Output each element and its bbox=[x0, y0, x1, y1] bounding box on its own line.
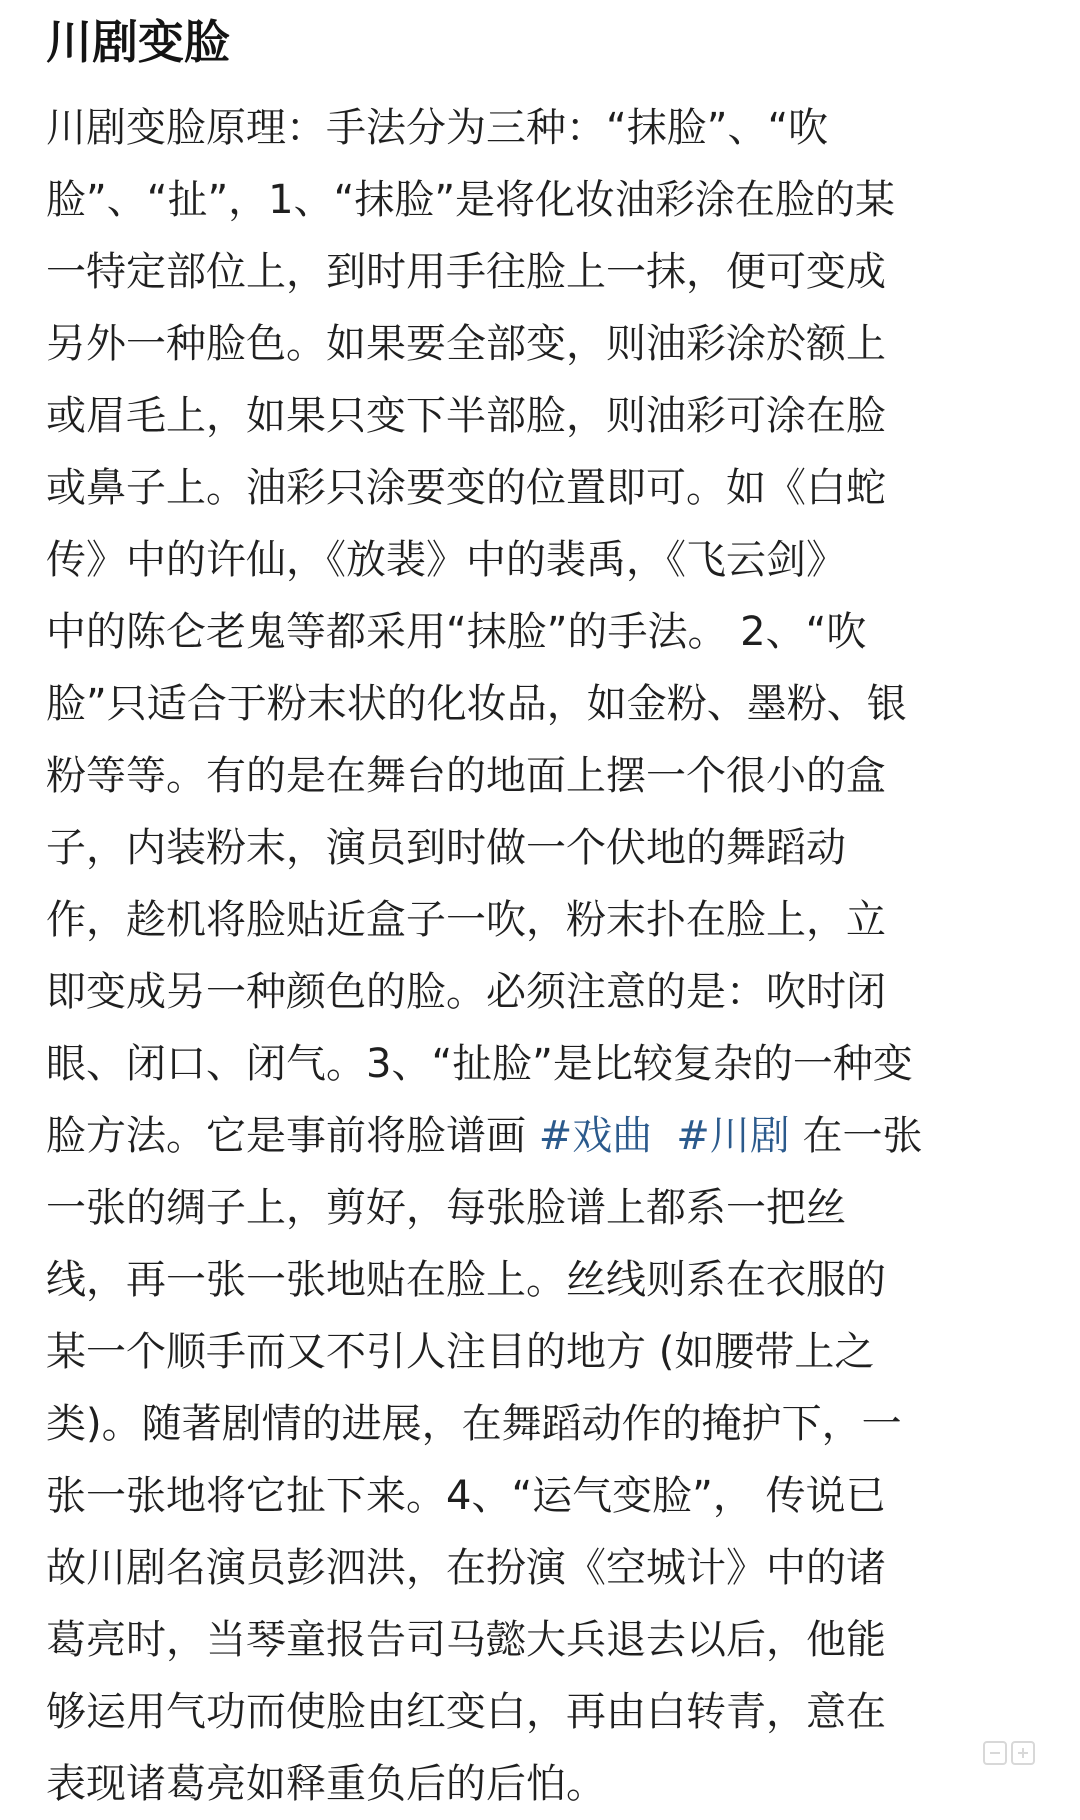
text-line: 中的陈仑老鬼等都采用“抹脸”的手法。 2、“吹 bbox=[46, 609, 867, 655]
text-segment: 脸方法。它是事前将脸谱画 bbox=[46, 1113, 539, 1159]
text-line: 一特定部位上，到时用手往脸上一抹，便可变成 bbox=[46, 249, 886, 295]
text-line: 表现诸葛亮如释重负后的后怕。 bbox=[46, 1761, 606, 1807]
text-line: 粉等等。有的是在舞台的地面上摆一个很小的盒 bbox=[46, 753, 886, 799]
text-line: 线，再一张一张地贴在脸上。丝线则系在衣服的 bbox=[46, 1257, 886, 1303]
hashtag-link-opera[interactable]: #戏曲 bbox=[538, 1113, 653, 1159]
watermark-glyph bbox=[982, 1738, 1046, 1770]
text-line: 故川剧名演员彭泗洪，在扮演《空城计》中的诸 bbox=[46, 1545, 886, 1591]
text-line: 脸”、“扯”，1、“抹脸”是将化妆油彩涂在脸的某 bbox=[46, 177, 896, 223]
text-line: 一张的绸子上，剪好，每张脸谱上都系一把丝 bbox=[46, 1185, 846, 1231]
screen-watermark-icon bbox=[982, 1738, 1046, 1770]
text-line: 或鼻子上。油彩只涂要变的位置即可。如《白蛇 bbox=[46, 465, 886, 511]
text-line: 或眉毛上，如果只变下半部脸，则油彩可涂在脸 bbox=[46, 393, 886, 439]
text-segment: 在一张 bbox=[789, 1113, 923, 1159]
text-line: 传》中的许仙，《放裴》中的裴禹，《飞云剑》 bbox=[46, 537, 846, 583]
text-line: 类)。随著剧情的进展，在舞蹈动作的掩护下，一 bbox=[46, 1401, 902, 1447]
text-line: 脸”只适合于粉末状的化妆品，如金粉、墨粉、银 bbox=[46, 681, 907, 727]
text-line: 够运用气功而使脸由红变白，再由白转青，意在 bbox=[46, 1689, 886, 1735]
article-body bbox=[46, 92, 1036, 1820]
article-title: 川剧变脸 bbox=[46, 15, 230, 69]
text-line: 即变成另一种颜色的脸。必须注意的是：吹时闭 bbox=[46, 969, 886, 1015]
text-line: 眼、闭口、闭气。3、“扯脸”是比较复杂的一种变 bbox=[46, 1041, 913, 1087]
text-line: 作，趁机将脸贴近盒子一吹，粉末扑在脸上，立 bbox=[46, 897, 886, 943]
hashtag-link-sichuan-opera[interactable]: #川剧 bbox=[676, 1113, 790, 1159]
text-line: 另外一种脸色。如果要全部变，则油彩涂於额上 bbox=[46, 321, 886, 367]
text-line: 某一个顺手而又不引人注目的地方 (如腰带上之 bbox=[46, 1329, 875, 1375]
text-line: 子，内装粉末，演员到时做一个伏地的舞蹈动 bbox=[46, 825, 846, 871]
text-line: 张一张地将它扯下来。4、“运气变脸”， 传说已 bbox=[46, 1473, 886, 1519]
text-line: 川剧变脸原理：手法分为三种：“抹脸”、“吹 bbox=[46, 105, 829, 151]
text-line-with-hashtags bbox=[46, 1100, 1036, 1172]
text-line: 葛亮时，当琴童报告司马懿大兵退去以后，他能 bbox=[46, 1617, 886, 1663]
